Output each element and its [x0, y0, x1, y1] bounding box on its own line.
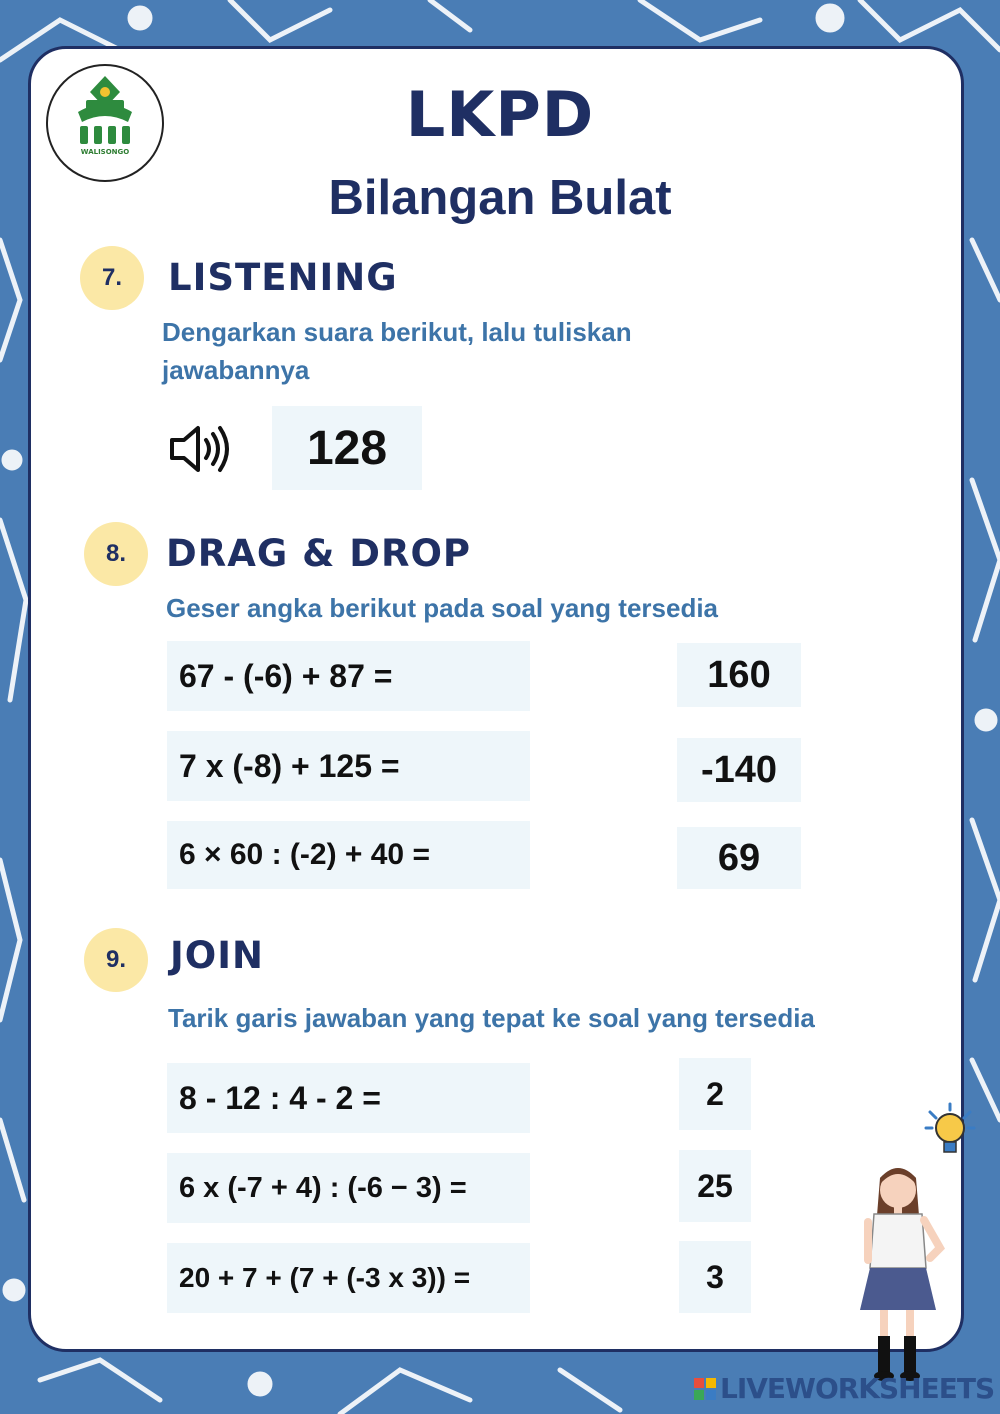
student-illustration: [850, 1098, 980, 1388]
page-title: LKPD: [405, 78, 595, 151]
liveworksheets-watermark: [694, 1372, 994, 1408]
speaker-icon[interactable]: [168, 420, 230, 478]
listening-instruction-line2: jawabannya: [162, 355, 310, 385]
join-answer-box[interactable]: 25: [679, 1150, 751, 1222]
watermark-text: LIVEWORKSHEETS: [720, 1372, 995, 1405]
dragdrop-question-box[interactable]: 67 - (-6) + 87 =: [167, 641, 530, 711]
join-question-box[interactable]: 8 - 12 : 4 - 2 =: [167, 1063, 530, 1133]
join-answer-box[interactable]: 2: [679, 1058, 751, 1130]
section-number-join: 9.: [84, 928, 148, 992]
section-title-join: JOIN: [170, 934, 264, 977]
join-question-box[interactable]: 6 x (-7 + 4) : (-6 − 3) =: [167, 1153, 530, 1223]
walisongo-emblem-icon: [48, 66, 162, 180]
join-question-box[interactable]: 20 + 7 + (7 + (-3 x 3)) =: [167, 1243, 530, 1313]
listening-instruction-line1: Dengarkan suara berikut, lalu tuliskan: [162, 317, 632, 347]
walisongo-logo: [46, 64, 164, 182]
section-number-listening: 7.: [80, 246, 144, 310]
listening-answer-box[interactable]: 128: [272, 406, 422, 490]
page-subtitle: Bilangan Bulat: [328, 171, 672, 225]
draggable-answer-tile[interactable]: 160: [677, 643, 801, 707]
draggable-answer-tile[interactable]: 69: [677, 827, 801, 889]
dragdrop-question-box[interactable]: 7 x (-8) + 125 =: [167, 731, 530, 801]
dragdrop-question-box[interactable]: 6 × 60 : (-2) + 40 =: [167, 821, 530, 889]
dragdrop-instruction: Geser angka berikut pada soal yang tersedia: [166, 593, 719, 623]
section-number-dragdrop: 8.: [84, 522, 148, 586]
section-title-dragdrop: DRAG & DROP: [166, 532, 472, 575]
draggable-answer-tile[interactable]: -140: [677, 738, 801, 802]
lightbulb-icon: [926, 1104, 974, 1152]
join-answer-box[interactable]: 3: [679, 1241, 751, 1313]
logo-text: WALISONGO: [80, 148, 130, 156]
section-title-listening: LISTENING: [168, 256, 398, 299]
join-instruction: Tarik garis jawaban yang tepat ke soal yang tersedia: [168, 1003, 815, 1033]
liveworksheets-logo-icon: [694, 1378, 716, 1400]
